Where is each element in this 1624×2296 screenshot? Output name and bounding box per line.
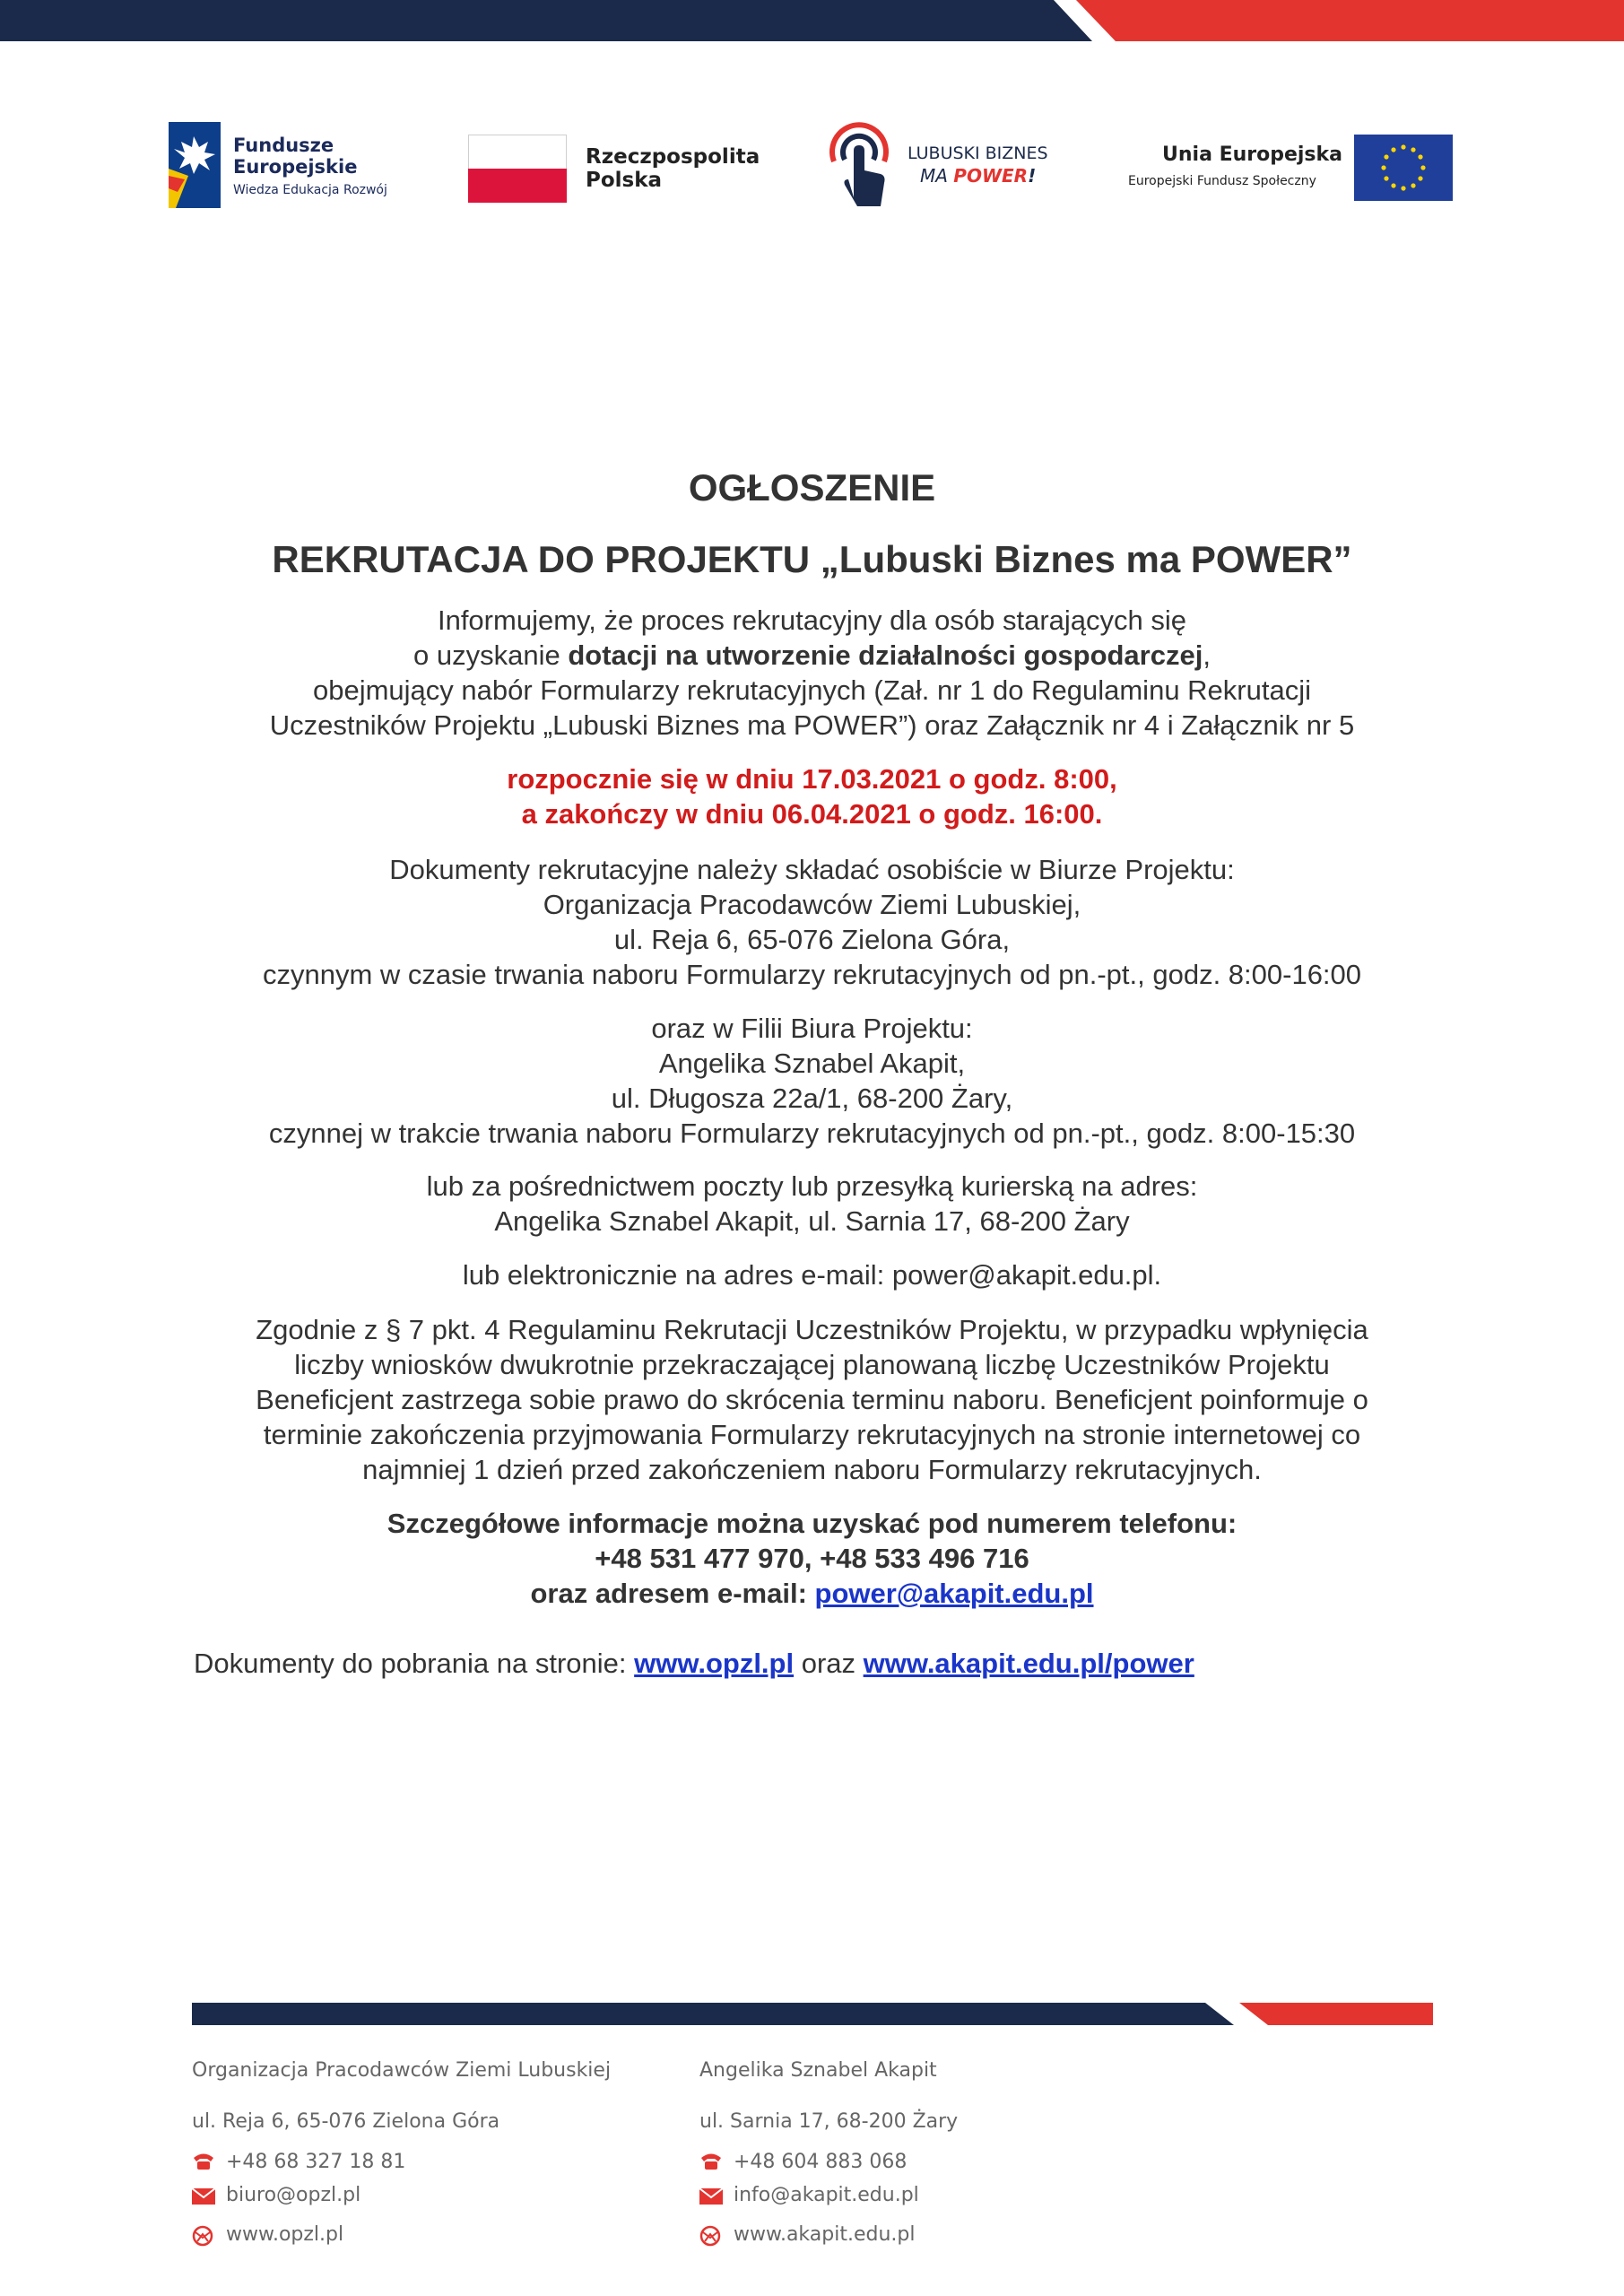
footer-right-email: info@akapit.edu.pl	[734, 2184, 919, 2206]
post-line-1: lub za pośrednictwem poczty lub przesyłką kurierską na adres:	[426, 1170, 1198, 1202]
contact-paragraph	[0, 1506, 1624, 1611]
downloads-mid: oraz	[794, 1648, 864, 1679]
contact-phones: +48 531 477 970, +48 533 496 716	[595, 1543, 1029, 1574]
intro-line-3: obejmujący nabór Formularzy rekrutacyjnych (Zał. nr 1 do Regulaminu Rekrutacji	[312, 674, 1311, 706]
lb-line2	[920, 165, 1036, 187]
branch-line-1: oraz w Filii Biura Projektu:	[651, 1013, 973, 1044]
intro-line-4: Uczestników Projektu „Lubuski Biznes ma POWER”) oraz Załącznik nr 4 i Załącznik nr 5	[269, 709, 1355, 741]
rules-line-5: najmniej 1 dzień przed zakończeniem naboru Formularzy rekrutacyjnych.	[362, 1454, 1262, 1485]
office-paragraph	[0, 852, 1624, 992]
post-paragraph	[0, 1169, 1624, 1239]
fe-line1: Fundusze	[233, 135, 334, 156]
date-line-2: a zakończy w dniu 06.04.2021 o godz. 16:00.	[521, 798, 1103, 830]
footer-left-web: www.opzl.pl	[226, 2223, 344, 2246]
phone-icon	[192, 2152, 215, 2171]
lb-line1: LUBUSKI BIZNES	[908, 144, 1048, 163]
contact-email-link[interactable]: power@akapit.edu.pl	[814, 1578, 1094, 1609]
lb-line2-ma: MA	[920, 165, 954, 187]
rules-paragraph	[0, 1312, 1624, 1487]
contact-line-3	[0, 1576, 1624, 1611]
branch-paragraph	[0, 1011, 1624, 1151]
download-link-akapit[interactable]: www.akapit.edu.pl/power	[863, 1648, 1194, 1679]
fe-line3: Wiedza Edukacja Rozwój	[233, 183, 387, 197]
logo-lubuski-biznes	[825, 118, 1058, 217]
intro-paragraph	[0, 603, 1624, 743]
office-line-2: Organizacja Pracodawców Ziemi Lubuskiej,	[543, 889, 1081, 920]
footer-left-phone: +48 68 327 18 81	[226, 2151, 406, 2173]
post-line-2: Angelika Sznabel Akapit, ul. Sarnia 17, 68-200 Żary	[494, 1205, 1130, 1237]
lb-line2-power: POWER	[953, 165, 1029, 187]
footer-left-address: ul. Reja 6, 65-076 Zielona Góra	[192, 2110, 500, 2133]
office-line-3: ul. Reja 6, 65-076 Zielona Góra,	[613, 924, 1011, 955]
eu-flag-icon	[1354, 135, 1453, 201]
office-line-4: czynnym w czasie trwania naboru Formularzy rekrutacyjnych od pn.-pt., godz. 8:00-16:00	[262, 959, 1362, 990]
footer-right-web: www.akapit.edu.pl	[734, 2223, 916, 2246]
office-line-1: Dokumenty rekrutacyjne należy składać osobiście w Biurze Projektu:	[389, 854, 1235, 885]
lb-line2-excl: !	[1028, 165, 1037, 187]
logo-fundusze-europejskie	[169, 118, 411, 208]
footer-decorative-bars	[192, 2003, 1433, 2025]
contact-line-1: Szczegółowe informacje można uzyskać pod numerem telefonu:	[386, 1508, 1238, 1539]
branch-line-4: czynnej w trakcie trwania naboru Formularzy rekrutacyjnych od pn.-pt., godz. 8:00-15:30	[268, 1118, 1356, 1149]
top-decorative-bars	[0, 0, 1624, 41]
logo-unia-europejska	[1121, 135, 1455, 203]
date-line-1: rozpocznie się w dniu 17.03.2021 o godz. 8:00,	[507, 763, 1117, 795]
fe-star-icon	[169, 122, 221, 208]
intro-line-2	[0, 638, 1624, 673]
globe-icon	[192, 2225, 213, 2247]
footer-right-name: Angelika Sznabel Akapit	[699, 2059, 937, 2082]
mail-icon	[192, 2188, 215, 2205]
contact-email-label: oraz adresem e-mail:	[530, 1578, 815, 1609]
footer-left-name: Organizacja Pracodawców Ziemi Lubuskiej	[192, 2059, 612, 2082]
page-subtitle: REKRUTACJA DO PROJEKTU „Lubuski Biznes ma POWER”	[272, 538, 1352, 580]
downloads-line	[194, 1646, 1194, 1681]
intro-line-2a: o uzyskanie	[413, 639, 569, 671]
fe-line2: Europejskie	[233, 156, 358, 178]
footer-left-email: biuro@opzl.pl	[226, 2184, 361, 2206]
footer-right-phone: +48 604 883 068	[734, 2151, 908, 2173]
logo-rzeczpospolita-polska	[468, 135, 760, 203]
rules-line-1: Zgodnie z § 7 pkt. 4 Regulaminu Rekrutacji Uczestników Projektu, w przypadku wpłynięcia	[256, 1314, 1368, 1345]
recruitment-dates	[0, 761, 1624, 831]
branch-line-2: Angelika Sznabel Akapit,	[658, 1048, 966, 1079]
mail-icon	[699, 2188, 723, 2205]
branch-line-3: ul. Długosza 22a/1, 68-200 Żary,	[611, 1083, 1013, 1114]
rp-line1: Rzeczpospolita	[586, 145, 760, 169]
rules-line-3: Beneficjent zastrzega sobie prawo do skrócenia terminu naboru. Beneficjent poinformuje o	[256, 1384, 1368, 1415]
globe-icon	[699, 2225, 721, 2247]
download-link-opzl[interactable]: www.opzl.pl	[634, 1648, 795, 1679]
rules-line-2: liczby wniosków dwukrotnie przekraczającej planowaną liczbę Uczestników Projektu	[294, 1349, 1330, 1380]
polish-flag-icon	[468, 135, 567, 203]
rp-line2: Polska	[586, 169, 663, 192]
intro-line-1: Informujemy, że proces rekrutacyjny dla osób starających się	[437, 604, 1187, 636]
intro-line-2-bold: dotacji na utworzenie działalności gospodarczej	[568, 639, 1203, 671]
intro-line-2c: ,	[1203, 639, 1211, 671]
ue-line2: Europejski Fundusz Społeczny	[1128, 174, 1316, 188]
ue-line1: Unia Europejska	[1162, 144, 1343, 166]
downloads-prefix: Dokumenty do pobrania na stronie:	[194, 1648, 635, 1679]
touch-signal-icon	[825, 118, 897, 217]
phone-icon	[699, 2152, 723, 2171]
page-title: OGŁOSZENIE	[688, 466, 936, 509]
email-paragraph: lub elektronicznie na adres e-mail: power@akapit.edu.pl.	[462, 1259, 1162, 1291]
rules-line-4: terminie zakończenia przyjmowania Formularzy rekrutacyjnych na stronie internetowej co	[263, 1419, 1361, 1450]
footer-right-address: ul. Sarnia 17, 68-200 Żary	[699, 2110, 959, 2133]
